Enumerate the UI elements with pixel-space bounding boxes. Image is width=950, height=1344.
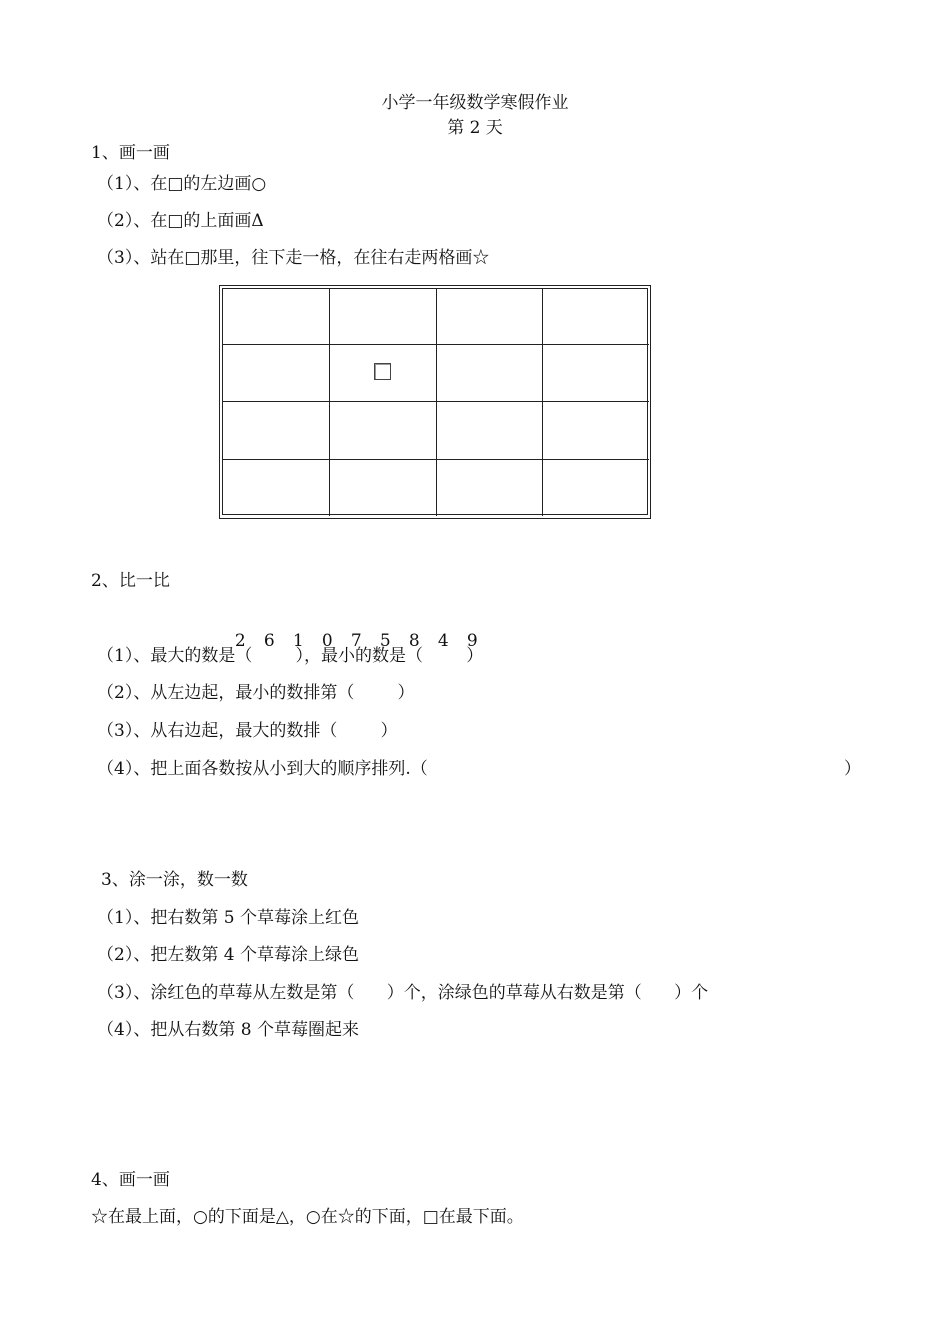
q1-heading: 1、画一画 [91,143,170,163]
q1-item-2: （2）、在□的上面画Δ [97,211,264,231]
grid-cell[interactable] [330,460,437,516]
drawing-grid [219,285,651,519]
q1-item-3: （3）、站在□那里，往下走一格，在往右走两格画☆ [97,248,490,268]
grid-cell[interactable] [437,460,543,516]
grid-cell[interactable] [330,402,437,460]
number: 9 [466,631,478,651]
q1-item-1: （1）、在□的左边画○ [97,174,267,194]
q4-heading: 4、画一画 [91,1170,170,1190]
q3-item-4: （4）、把从右数第 8 个草莓圈起来 [97,1020,359,1040]
number: 8 [408,631,420,651]
grid-cell[interactable] [437,402,543,460]
grid-cell[interactable] [543,289,649,345]
number: 2 [234,631,246,651]
grid-cell[interactable] [223,460,330,516]
q3-item-1: （1）、把右数第 5 个草莓涂上红色 [97,908,359,928]
number: 6 [263,631,275,651]
grid-cell[interactable] [223,345,330,402]
number: 7 [350,631,362,651]
page-title: 小学一年级数学寒假作业 [381,93,569,113]
number: 0 [321,631,333,651]
q3-heading: 3、涂一涂，数一数 [101,870,248,890]
grid-cell[interactable] [223,402,330,460]
grid-cell[interactable] [543,345,649,402]
grid-cell[interactable] [437,289,543,345]
q2-item-4: （4）、把上面各数按从小到大的顺序排列.（ [97,759,428,779]
q3-item-2: （2）、把左数第 4 个草莓涂上绿色 [97,945,359,965]
number: 5 [379,631,391,651]
grid-cell-with-square[interactable] [330,345,437,402]
q2-heading: 2、比一比 [91,571,170,591]
grid-cell[interactable] [437,345,543,402]
grid-cell[interactable] [223,289,330,345]
square-icon [374,363,391,380]
page-subtitle: 第 2 天 [447,118,503,138]
q4-text: ☆在最上面，○的下面是△，○在☆的下面，□在最下面。 [91,1207,524,1227]
number: 1 [292,631,304,651]
q2-item-1: （1）、最大的数是（ ），最小的数是（ ） [97,646,484,666]
q2-item-2: （2）、从左边起，最小的数排第（ ） [97,683,415,703]
q2-item-4-close-paren: ） [844,759,861,779]
grid-cell[interactable] [330,289,437,345]
grid-cell[interactable] [543,402,649,460]
number: 4 [437,631,449,651]
grid-inner-border [222,288,648,515]
q3-item-3: （3）、涂红色的草莓从左数是第（ ）个，涂绿色的草莓从右数是第（ ）个 [97,983,709,1003]
q2-item-3: （3）、从右边起，最大的数排（ ） [97,721,398,741]
grid-cell[interactable] [543,460,649,516]
